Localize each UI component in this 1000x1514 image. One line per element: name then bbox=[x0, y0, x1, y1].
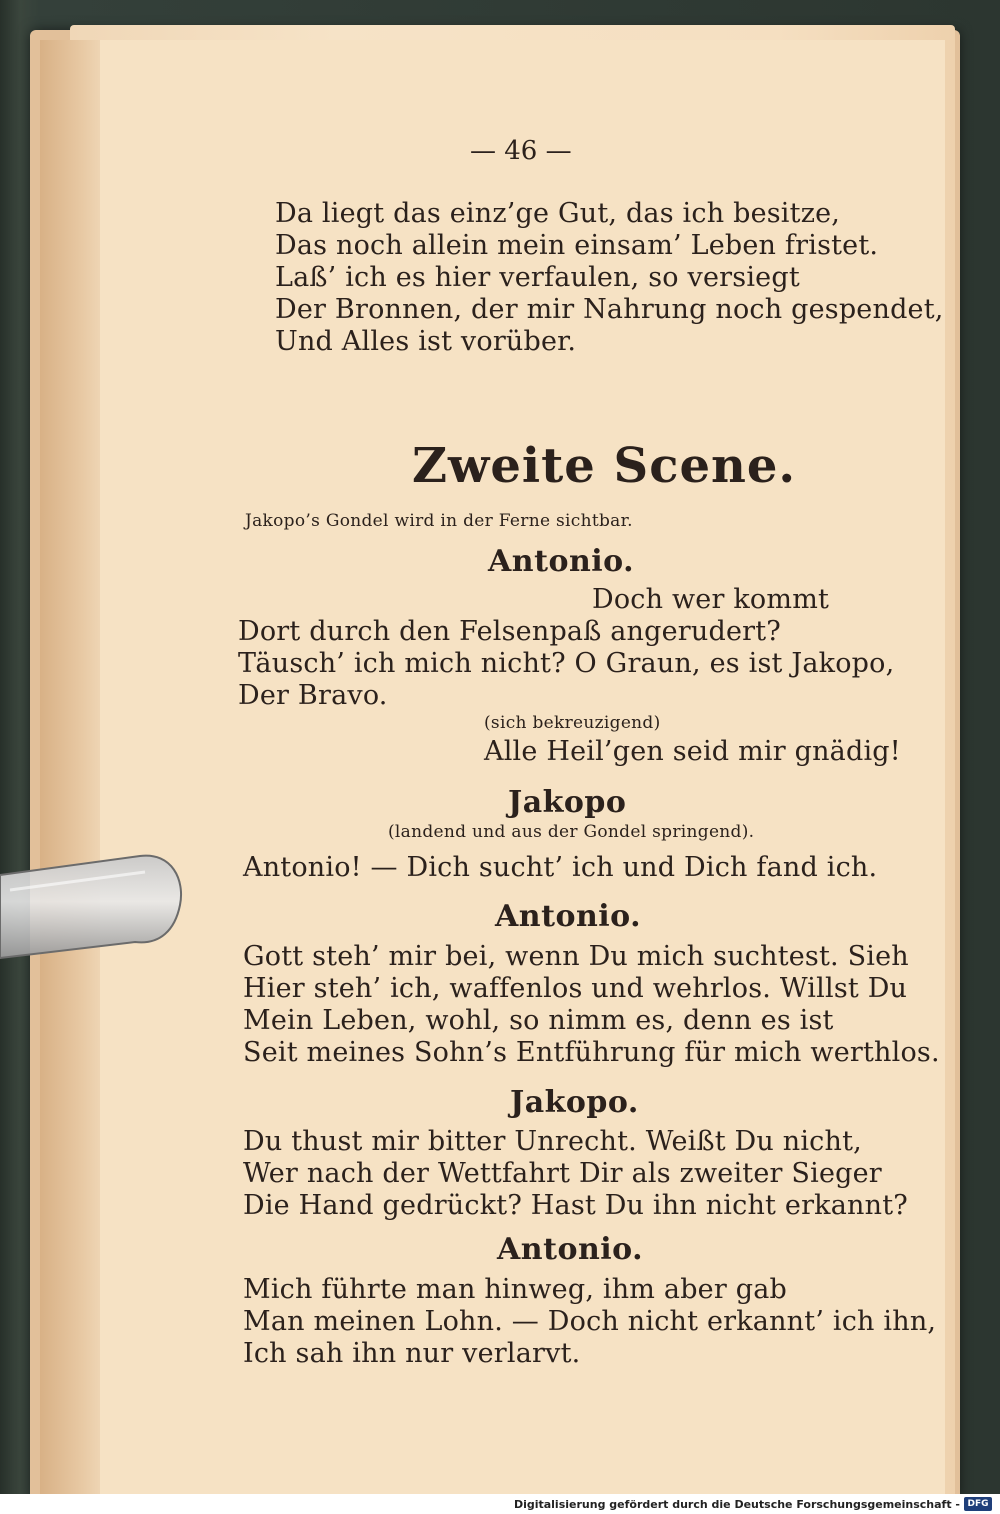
verse-line: Doch wer kommt bbox=[592, 584, 830, 615]
verse-line: Gott steh’ mir bei, wenn Du mich suchtest. Sieh bbox=[243, 941, 909, 972]
page-number: — 46 — bbox=[470, 136, 572, 166]
stage-direction: (sich bekreuzigend) bbox=[484, 713, 661, 733]
verse-line: Und Alles ist vorüber. bbox=[275, 326, 577, 357]
verse-line: Antonio! — Dich sucht’ ich und Dich fand ich. bbox=[243, 852, 878, 883]
stage-direction: Jakopo’s Gondel wird in der Ferne sichtbar. bbox=[245, 511, 633, 531]
verse-line: Du thust mir bitter Unrecht. Weißt Du nicht, bbox=[243, 1126, 862, 1157]
scene-heading: Zweite Scene. bbox=[412, 438, 797, 494]
page-holder-clip bbox=[0, 850, 185, 970]
speaker-name: Antonio. bbox=[495, 899, 642, 934]
verse-line: Ich sah ihn nur verlarvt. bbox=[243, 1338, 581, 1369]
speaker-name: Antonio. bbox=[488, 544, 635, 579]
verse-line: Der Bravo. bbox=[238, 680, 388, 711]
verse-line: Das noch allein mein einsam’ Leben fristet. bbox=[275, 230, 879, 261]
verse-line: Seit meines Sohn’s Entführung für mich werthlos. bbox=[243, 1037, 940, 1068]
verse-line: Dort durch den Felsenpaß angerudert? bbox=[238, 616, 781, 647]
verse-line: Die Hand gedrückt? Hast Du ihn nicht erkannt? bbox=[243, 1190, 908, 1221]
verse-line: Laß’ ich es hier verfaulen, so versiegt bbox=[275, 262, 800, 293]
verse-line: Der Bronnen, der mir Nahrung noch gespendet, bbox=[275, 294, 944, 325]
verse-line: Wer nach der Wettfahrt Dir als zweiter Sieger bbox=[243, 1158, 882, 1189]
speaker-name: Jakopo. bbox=[510, 1085, 639, 1120]
verse-line: Mich führte man hinweg, ihm aber gab bbox=[243, 1274, 788, 1305]
transparent-holder-icon bbox=[0, 850, 185, 970]
speaker-name: Jakopo bbox=[508, 785, 627, 820]
verse-line: Hier steh’ ich, waffenlos und wehrlos. Willst Du bbox=[243, 973, 908, 1004]
verse-line: Mein Leben, wohl, so nimm es, denn es ist bbox=[243, 1005, 834, 1036]
dfg-logo: DFG bbox=[964, 1497, 992, 1511]
verse-line: Man meinen Lohn. — Doch nicht erkannt’ ich ihn, bbox=[243, 1306, 937, 1337]
verse-line: Täusch’ ich mich nicht? O Graun, es ist Jakopo, bbox=[238, 648, 895, 679]
stage-direction: (landend und aus der Gondel springend). bbox=[388, 822, 755, 842]
digitization-credit: Digitalisierung gefördert durch die Deutsche Forschungsgemeinschaft - bbox=[513, 1498, 960, 1511]
page-edge bbox=[40, 40, 102, 1495]
speaker-name: Antonio. bbox=[497, 1232, 644, 1267]
verse-line: Da liegt das einz’ge Gut, das ich besitze, bbox=[275, 198, 841, 229]
verse-line: Alle Heil’gen seid mir gnädig! bbox=[484, 736, 901, 767]
